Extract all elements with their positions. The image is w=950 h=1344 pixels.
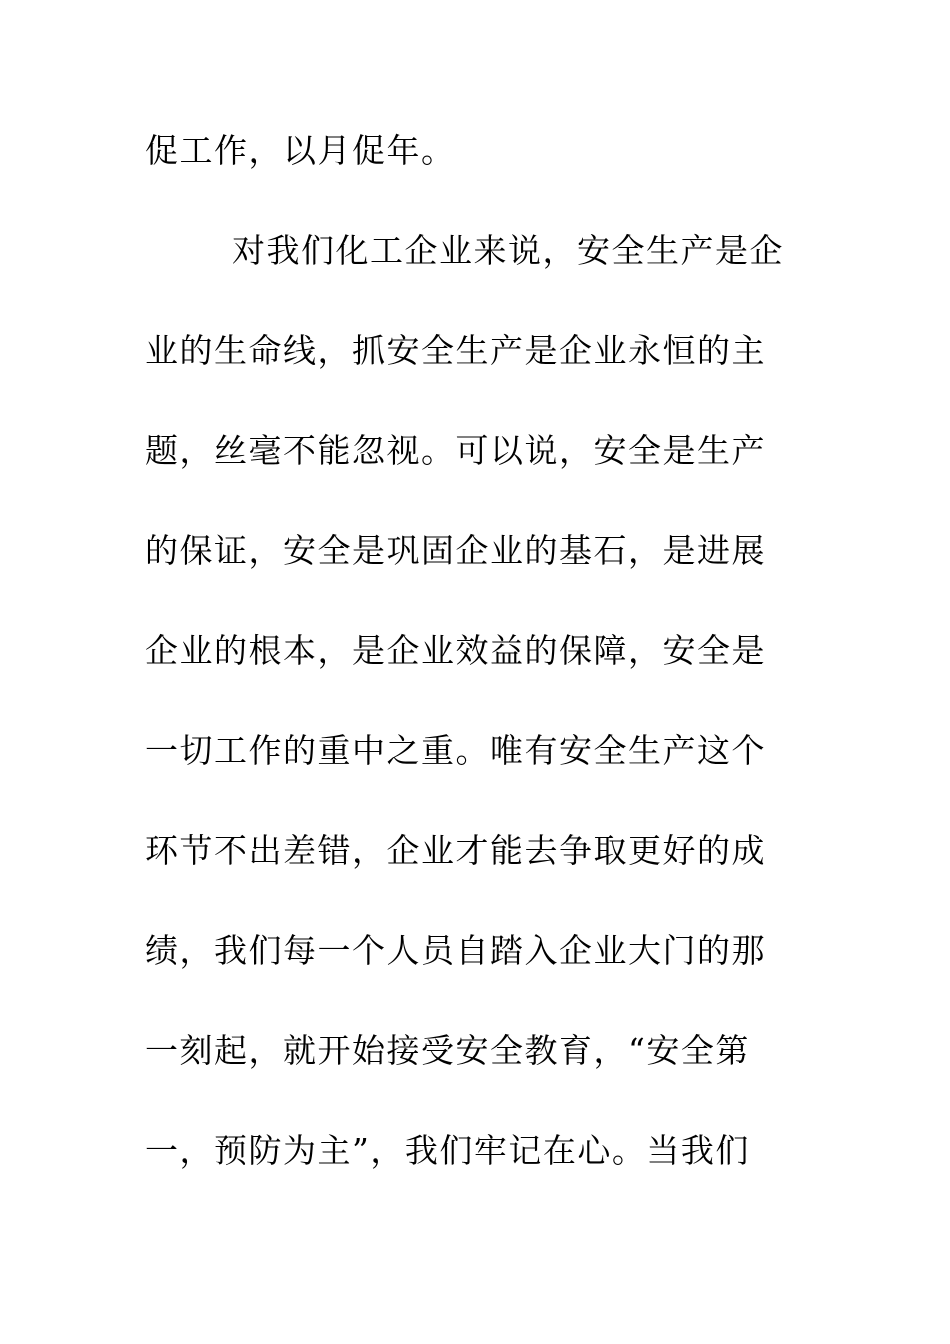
text-line-3: 业的生命线，抓安全生产是企业永恒的主	[145, 331, 766, 370]
text-line-6: 企业的根本，是企业效益的保障，安全是	[145, 631, 766, 670]
text-line-4: 题，丝毫不能忽视。可以说，安全是生产	[145, 431, 766, 470]
paragraph-first-line: 对我们化工企业来说，安全生产是企	[232, 231, 784, 270]
text-line-1: 促工作，以月促年。	[145, 131, 456, 170]
text-line-7: 一切工作的重中之重。唯有安全生产这个	[145, 731, 766, 770]
text-line-8: 环节不出差错，企业才能去争取更好的成	[145, 831, 766, 870]
text-line-5: 的保证，安全是巩固企业的基石，是进展	[145, 531, 766, 570]
text-line-11: 一，预防为主”，我们牢记在心。当我们	[145, 1131, 750, 1170]
text-line-9: 绩，我们每一个人员自踏入企业大门的那	[145, 931, 766, 970]
text-line-10: 一刻起，就开始接受安全教育，“安全第	[145, 1031, 750, 1070]
